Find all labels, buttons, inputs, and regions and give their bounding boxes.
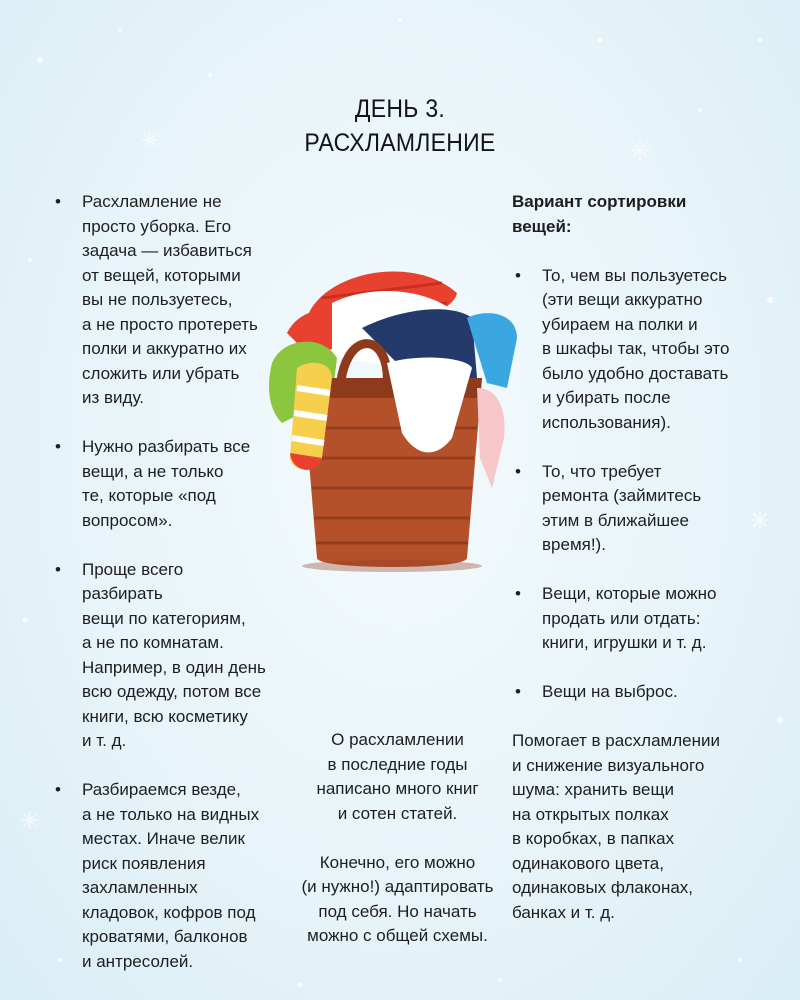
left-bullet-item: • Проще всего разбирать вещи по категориям, а не по комнатам. Например, в один день всю одежду, потом все книги, всю косметику и т. д. bbox=[52, 558, 267, 754]
left-bullet-item: • Нужно разбирать все вещи, а не только те, которые «под вопросом». bbox=[52, 435, 267, 533]
title-line-1: ДЕНЬ 3. bbox=[354, 95, 446, 123]
storage-tip: Помогает в расхламлении и снижение визуального шума: хранить вещи на открытых полках в коробках, в папках одинакового цвета, одинаковых флаконах, банках и т. д. bbox=[512, 731, 720, 922]
center-paragraph: О расхламлении в последние годы написано много книг и сотен статей. bbox=[316, 730, 479, 823]
center-paragraph: Конечно, его можно (и нужно!) адаптировать под себя. Но начать можно с общей схемы. bbox=[301, 852, 494, 945]
sorting-heading: Вариант сортировки вещей: bbox=[512, 192, 687, 236]
page-title bbox=[32, 92, 768, 160]
left-column bbox=[52, 190, 267, 999]
right-bullet-item: • Вещи на выброс. bbox=[512, 680, 772, 705]
right-bullet-item: • То, что требует ремонта (займитесь этим в ближайшее время!). bbox=[512, 460, 772, 558]
title-line-2: РАСХЛАМЛЕНИЕ bbox=[304, 129, 496, 157]
laundry-basket-icon bbox=[262, 258, 522, 578]
center-text-block bbox=[290, 728, 505, 973]
left-bullet-item: • Разбираемся везде, а не только на видных местах. Иначе велик риск появления захламленных кладовок, кофров под кроватями, балконов и антресолей. bbox=[52, 778, 267, 974]
right-column bbox=[512, 190, 772, 925]
right-bullet-item: • Вещи, которые можно продать или отдать: книги, игрушки и т. д. bbox=[512, 582, 772, 656]
left-bullet-item: • Расхламление не просто уборка. Его задача — избавиться от вещей, которыми вы не пользуетесь, а не просто протереть полки и аккуратно их сложить или убрать из виду. bbox=[52, 190, 267, 411]
right-bullet-item: • То, чем вы пользуетесь (эти вещи аккуратно убираем на полки и в шкафы так, чтобы это было удобно доставать и убирать после использования). bbox=[512, 264, 772, 436]
